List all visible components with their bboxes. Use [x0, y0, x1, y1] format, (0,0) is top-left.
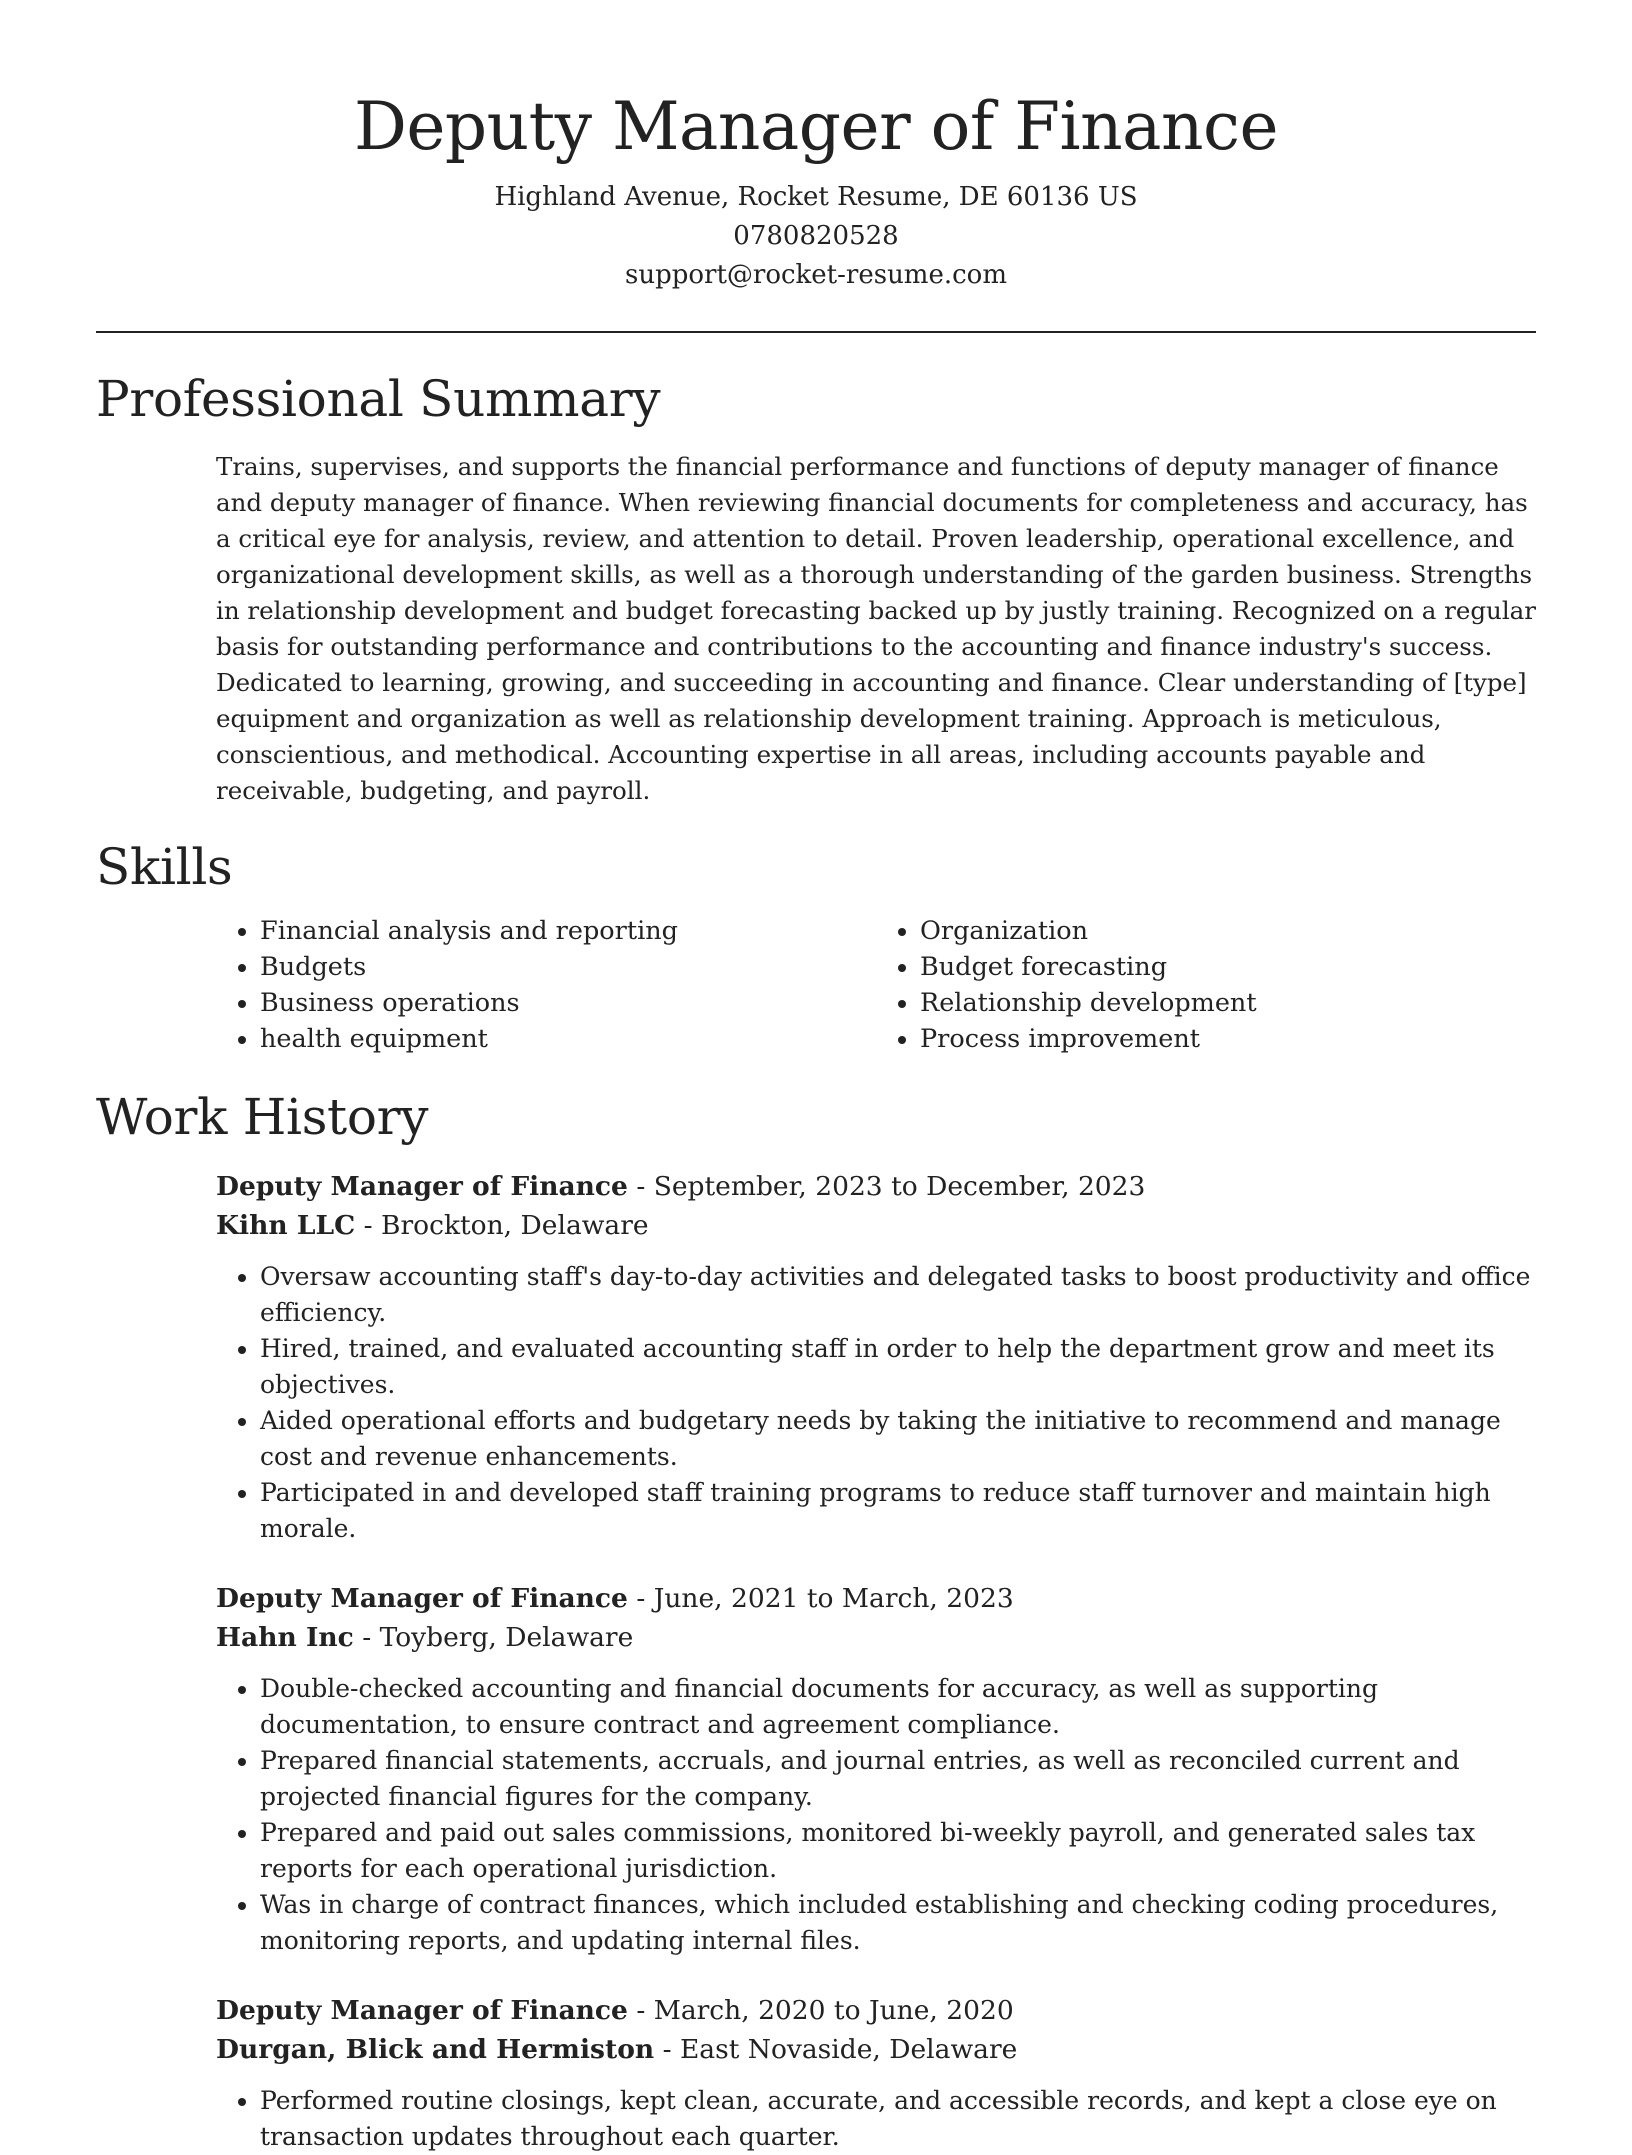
- job-entry: [216, 1167, 1536, 1547]
- job-company: Kihn LLC: [216, 1210, 356, 1241]
- job-bullet: • Participated in and developed staff training programs to reduce staff turnover and maintain high morale.: [260, 1475, 1536, 1547]
- job-title: Deputy Manager of Finance: [216, 1583, 628, 1614]
- job-company: Durgan, Blick and Hermiston: [216, 2034, 655, 2065]
- job-dates: - September, 2023 to December, 2023: [627, 1171, 1146, 1202]
- job-title: Deputy Manager of Finance: [216, 1995, 628, 2026]
- work-history-section: [96, 1087, 1536, 2155]
- skill-item: • Financial analysis and reporting: [260, 913, 876, 949]
- summary-section: [96, 369, 1536, 809]
- job-title: Deputy Manager of Finance: [216, 1171, 628, 1202]
- skill-item: • Business operations: [260, 985, 876, 1021]
- job-dates: - June, 2021 to March, 2023: [627, 1583, 1014, 1614]
- skill-item: • Budget forecasting: [920, 949, 1536, 985]
- skills-heading: Skills: [96, 838, 233, 896]
- job-bullets: [216, 2083, 1536, 2155]
- contact-phone: 0780820528: [733, 221, 899, 251]
- skill-item: • health equipment: [260, 1021, 876, 1057]
- contact-info: [96, 178, 1536, 295]
- job-bullet: • Prepared financial statements, accruals, and journal entries, as well as reconciled current and projected financial figures for the company.: [260, 1743, 1536, 1815]
- skills-column-right: [876, 913, 1536, 1057]
- job-bullets: [216, 1671, 1536, 1959]
- header-divider: [96, 331, 1536, 333]
- summary-heading: Professional Summary: [96, 370, 661, 428]
- job-company: Hahn Inc: [216, 1622, 354, 1653]
- resume-name: Deputy Manager of Finance: [353, 88, 1279, 165]
- job-bullet: • Double-checked accounting and financial documents for accuracy, as well as supporting documentation, to ensure contract and agreement compliance.: [260, 1671, 1536, 1743]
- work-history-heading: Work History: [96, 1088, 429, 1146]
- job-location: - East Novaside, Delaware: [654, 2034, 1018, 2065]
- skill-item: • Organization: [920, 913, 1536, 949]
- resume-header: [96, 0, 1536, 295]
- job-entry: [216, 1991, 1536, 2155]
- resume-page: [96, 0, 1536, 2155]
- skills-column-left: [216, 913, 876, 1057]
- job-dates: - March, 2020 to June, 2020: [627, 1995, 1014, 2026]
- job-company-line: [216, 1206, 1536, 1245]
- skills-section: [96, 837, 1536, 1057]
- job-company-line: [216, 1618, 1536, 1657]
- job-location: - Brockton, Delaware: [355, 1210, 649, 1241]
- job-bullet: • Was in charge of contract finances, which included establishing and checking coding procedures, monitoring reports, and updating internal files.: [260, 1887, 1536, 1959]
- job-location: - Toyberg, Delaware: [353, 1622, 634, 1653]
- skill-item: • Relationship development: [920, 985, 1536, 1021]
- job-title-line: [216, 1579, 1536, 1618]
- job-company-line: [216, 2030, 1536, 2069]
- skill-item: • Budgets: [260, 949, 876, 985]
- summary-text: Trains, supervises, and supports the financial performance and functions of deputy manager of finance and deputy manager of finance. When reviewing financial documents for completeness and accuracy, has a critical eye for analysis, review, and attention to detail. Proven leadership, operational excellence, and organizational development skills, as well as a thorough understanding of the garden business. Strengths in relationship development and budget forecasting backed up by justly training. Recognized on a regular basis for outstanding performance and contributions to the accounting and finance industry's success. Dedicated to learning, growing, and succeeding in accounting and finance. Clear understanding of [type] equipment and organization as well as relationship development training. Approach is meticulous, conscientious, and methodical. Accounting expertise in all areas, including accounts payable and receivable, budgeting, and payroll.: [216, 452, 1536, 805]
- job-bullet: • Prepared and paid out sales commissions, monitored bi-weekly payroll, and generated sales tax reports for each operational jurisdiction.: [260, 1815, 1536, 1887]
- job-bullet: • Performed routine closings, kept clean, accurate, and accessible records, and kept a close eye on transaction updates throughout each quarter.: [260, 2083, 1536, 2155]
- job-bullet: • Aided operational efforts and budgetary needs by taking the initiative to recommend and manage cost and revenue enhancements.: [260, 1403, 1536, 1475]
- skills-grid: [216, 913, 1536, 1057]
- job-title-line: [216, 1167, 1536, 1206]
- job-title-line: [216, 1991, 1536, 2030]
- contact-email: support@rocket-resume.com: [624, 260, 1007, 290]
- job-bullet: • Oversaw accounting staff's day-to-day activities and delegated tasks to boost productivity and office efficiency.: [260, 1259, 1536, 1331]
- skill-item: • Process improvement: [920, 1021, 1536, 1057]
- job-bullet: • Hired, trained, and evaluated accounting staff in order to help the department grow and meet its objectives.: [260, 1331, 1536, 1403]
- job-entry: [216, 1579, 1536, 1959]
- contact-address: Highland Avenue, Rocket Resume, DE 60136 US: [494, 182, 1138, 212]
- job-bullets: [216, 1259, 1536, 1547]
